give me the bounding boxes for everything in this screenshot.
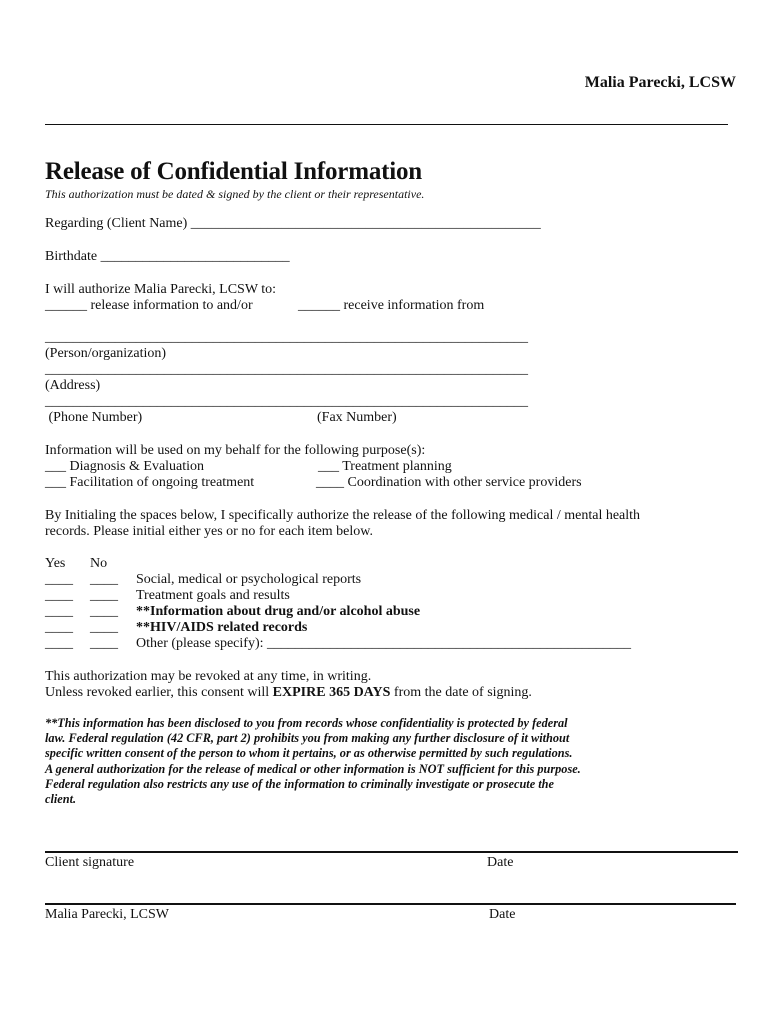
expire-days: EXPIRE 365 DAYS: [272, 685, 391, 700]
yes-initial-blank[interactable]: ____: [45, 572, 73, 587]
yes-initial-blank[interactable]: ____: [45, 604, 73, 619]
phone-number-label: (Phone Number): [45, 410, 143, 425]
client-date-label: Date: [487, 855, 514, 870]
purpose-intro: Information will be used on my behalf for the following purpose(s):: [45, 443, 426, 458]
no-initial-blank[interactable]: ____: [90, 636, 118, 651]
client-signature-line[interactable]: [45, 851, 738, 853]
initial-intro-line-2: records. Please initial either yes or no for each item below.: [45, 524, 373, 539]
address-field[interactable]: _____________________________________________________________________: [45, 362, 528, 377]
person-organization-field[interactable]: _____________________________________________________________________: [45, 330, 528, 345]
notice-line: law. Federal regulation (42 CFR, part 2) prohibits you from making any further disclosure of it without: [45, 731, 570, 746]
yes-initial-blank[interactable]: ____: [45, 636, 73, 651]
notice-line: A general authorization for the release of medical or other information is NOT sufficient for this purpose.: [45, 761, 581, 776]
notice-line: Federal regulation also restricts any use of the information to criminally investigate or prosecute the: [45, 776, 554, 791]
header-divider: [45, 124, 728, 125]
expire-suffix: from the date of signing.: [390, 685, 532, 700]
purpose-diagnosis[interactable]: ___ Diagnosis & Evaluation: [45, 459, 205, 474]
purpose-facilitation[interactable]: ___ Facilitation of ongoing treatment: [45, 475, 255, 490]
record-item-label: Treatment goals and results: [136, 588, 290, 603]
practitioner-date-label: Date: [489, 907, 516, 922]
no-initial-blank[interactable]: ____: [90, 620, 118, 635]
no-initial-blank[interactable]: ____: [90, 604, 118, 619]
birthdate-field[interactable]: Birthdate ___________________________: [45, 249, 290, 264]
practitioner-signature-label: Malia Parecki, LCSW: [45, 907, 170, 922]
no-initial-blank[interactable]: ____: [90, 588, 118, 603]
initial-intro-line-1: By Initialing the spaces below, I specifically authorize the release of the following medical / mental health: [45, 508, 641, 523]
client-signature-label: Client signature: [45, 855, 135, 870]
person-organization-label: (Person/organization): [45, 346, 167, 361]
phone-fax-field[interactable]: _____________________________________________________________________: [45, 394, 528, 409]
form-title: Release of Confidential Information: [45, 158, 422, 185]
notice-line: client.: [45, 792, 77, 807]
notice-line: **This information has been disclosed to you from records whose confidentiality is protected by federal: [45, 716, 568, 730]
practitioner-name-header: Malia Parecki, LCSW: [584, 74, 736, 91]
federal-confidentiality-notice: [45, 716, 745, 807]
release-option[interactable]: ______ release information to and/or: [45, 298, 253, 313]
receive-option[interactable]: ______ receive information from: [298, 298, 485, 313]
expire-statement: [45, 685, 532, 701]
no-column-header: No: [90, 556, 108, 571]
expire-prefix: Unless revoked earlier, this consent will: [45, 685, 273, 700]
record-item-label: Social, medical or psychological reports: [136, 572, 362, 587]
address-label: (Address): [45, 378, 101, 393]
yes-initial-blank[interactable]: ____: [45, 620, 73, 635]
authorize-statement: I will authorize Malia Parecki, LCSW to:: [45, 282, 277, 297]
fax-number-label: (Fax Number): [317, 410, 397, 425]
client-name-field[interactable]: Regarding (Client Name) __________________________________________________: [45, 216, 541, 231]
yes-column-header: Yes: [45, 556, 66, 571]
record-item-label: **Information about drug and/or alcohol abuse: [136, 604, 421, 619]
no-initial-blank[interactable]: ____: [90, 572, 118, 587]
form-subtitle: This authorization must be dated & signed by the client or their representative.: [45, 187, 425, 201]
purpose-treatment[interactable]: ___ Treatment planning: [318, 459, 452, 474]
practitioner-signature-line[interactable]: [45, 903, 736, 905]
purpose-coordination[interactable]: ____ Coordination with other service providers: [316, 475, 582, 490]
other-specify-field[interactable]: Other (please specify): ____________________________________________________: [136, 636, 631, 651]
notice-line: specific written consent of the person to whom it pertains, or as otherwise permitted by such regulations.: [45, 746, 573, 761]
revoke-statement: This authorization may be revoked at any time, in writing.: [45, 669, 372, 684]
record-item-label: **HIV/AIDS related records: [136, 620, 308, 635]
yes-initial-blank[interactable]: ____: [45, 588, 73, 603]
